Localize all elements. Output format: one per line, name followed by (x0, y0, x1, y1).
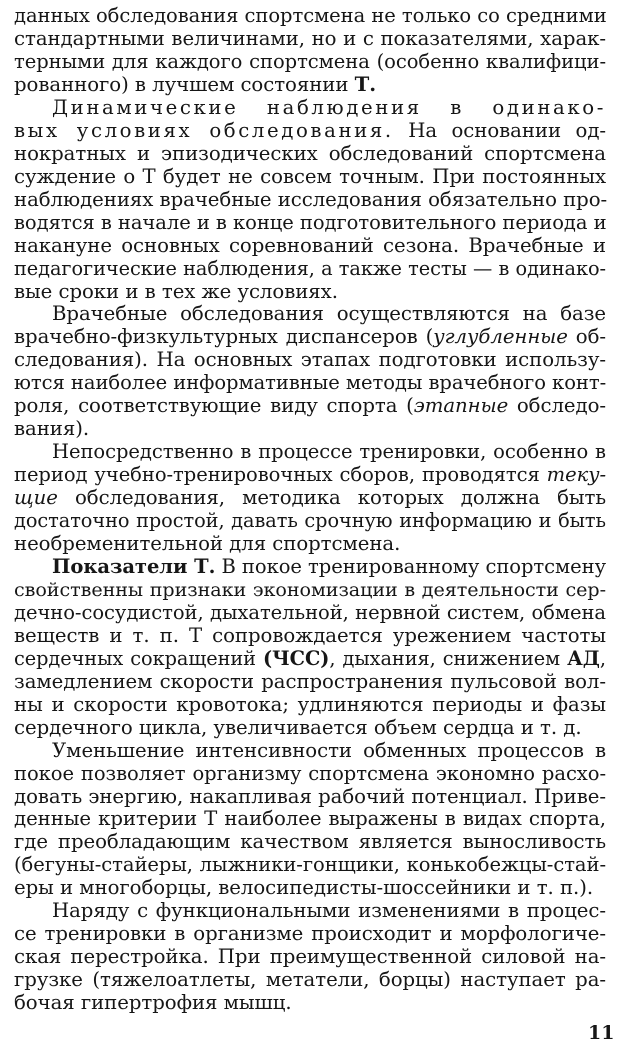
text-line: наблюдениях врачебные исследования обязательно про- (14, 187, 608, 211)
page-number: 11 (588, 1022, 615, 1044)
text-line: нократных и эпизодических обследований спортсмена (14, 141, 606, 165)
text-line: Показатели Т. В покое тренированному спортсмену (52, 554, 607, 578)
text-line: рованного) в лучшем состоянии Т. (14, 72, 377, 96)
text-line: врачебно-физкультурных диспансеров (углубленные об- (14, 325, 606, 349)
text-line: веществ и т. п. Т сопровождается урежением частоты (14, 623, 606, 647)
text-line: водятся в начале и в конце подготовительного периода и (14, 210, 607, 234)
text-line: сердечного цикла, увеличивается объем сердца и т. д. (14, 715, 582, 739)
text-line: данных обследования спортсмена не только со средними (14, 4, 607, 27)
text-line: вых условиях обследования. На основании од- (14, 118, 606, 142)
text-line: ская перестройка. При преимущественной силовой на- (14, 945, 606, 969)
text-line: накануне основных соревнований сезона. Врачебные и (14, 233, 606, 257)
text-line: педагогические наблюдения, а также тесты — в одинако- (14, 256, 606, 280)
text-line: покое позволяет организму спортсмена экономно расхо- (14, 761, 606, 785)
text-line: Наряду с функциональными изменениями в процес- (52, 899, 606, 923)
text-line: се тренировки в организме происходит и морфологиче- (14, 922, 606, 946)
text-line: замедлением скорости распространения пульсовой вол- (14, 669, 606, 693)
text-line: где преобладающим качеством является выносливость (14, 830, 606, 854)
text-line: период учебно-тренировочных сборов, проводятся теку- (14, 463, 606, 487)
text-line: следования). На основных этапах подготовки использу- (14, 348, 606, 372)
text-line: сердечных сокращений (ЧСС), дыхания, снижением АД, (14, 646, 606, 670)
text-line: Врачебные обследования осуществляются на базе (52, 302, 606, 326)
text-line: суждение о Т будет не совсем точным. При постоянных (14, 164, 606, 188)
text-line: необременительной для спортсмена. (14, 532, 401, 555)
text-line: стандартными величинами, но и с показателями, харак- (14, 27, 606, 50)
section-heading-line: Динамические наблюдения в одинако- (52, 95, 606, 119)
text-line: еры и многоборцы, велосипедисты-шоссейники и т. п.). (14, 876, 594, 900)
text-line: вания). (14, 417, 90, 441)
text-line: (бегуны-стайеры, лыжники-гонщики, конькобежцы-стай- (14, 853, 606, 877)
text-line: Уменьшение интенсивности обменных процессов в (52, 738, 606, 762)
text-line: ны и скорости кровотока; удлиняются периоды и фазы (14, 692, 606, 716)
text-line: бочая гипертрофия мышц. (14, 991, 292, 1014)
text-line: терными для каждого спортсмена (особенно квалифици- (14, 49, 606, 73)
text-line: довать энергию, накапливая рабочий потенциал. Приве- (14, 784, 606, 808)
text-line: свойственны признаки экономизации в деятельности сер- (14, 577, 606, 601)
text-line: дечно-сосудистой, дыхательной, нервной систем, обмена (14, 600, 606, 624)
text-line: ются наиболее информативные методы врачебного конт- (14, 371, 607, 395)
text-line: денные критерии Т наиболее выражены в видах спорта, (14, 807, 606, 831)
text-line: щие обследования, методика которых должна быть (14, 486, 606, 509)
text-line: грузке (тяжелоатлеты, метатели, борцы) наступает ра- (14, 968, 606, 992)
text-line: достаточно простой, давать срочную информацию и быть (14, 509, 606, 532)
text-line: роля, соответствующие виду спорта (этапные обследо- (14, 394, 606, 418)
text-line: Непосредственно в процессе тренировки, особенно в (52, 440, 606, 464)
text-line: вые сроки и в тех же условиях. (14, 279, 338, 303)
